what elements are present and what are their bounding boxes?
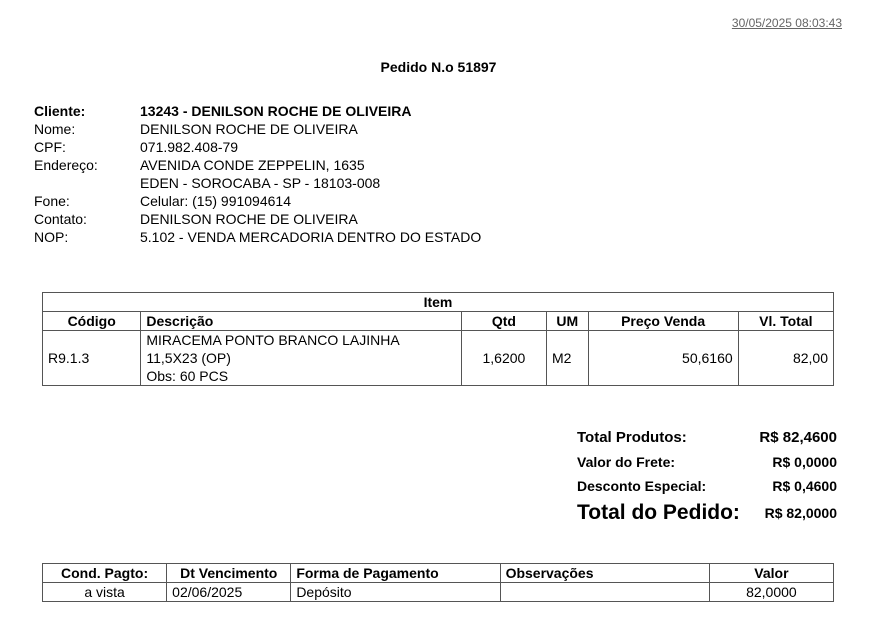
nop-value: 5.102 - VENDA MERCADORIA DENTRO DO ESTADO [140, 229, 482, 245]
col-header-descricao: Descrição [141, 312, 461, 331]
cpf-label: CPF: [34, 139, 66, 155]
endereco-spacer [34, 174, 140, 192]
col-header-qtd: Qtd [461, 312, 546, 331]
item-descricao [141, 331, 461, 386]
items-section-title: Item [43, 293, 834, 312]
table-row [43, 331, 834, 386]
item-descricao-line1: MIRACEMA PONTO BRANCO LAJINHA [146, 332, 400, 348]
contato-label: Contato: [34, 211, 87, 227]
contato-row [34, 210, 481, 228]
endereco-row-2 [34, 174, 481, 192]
totals-block [577, 424, 837, 528]
col-header-cond: Cond. Pagto: [43, 564, 167, 583]
col-header-preco: Preço Venda [588, 312, 738, 331]
total-pedido-value: R$ 82,0000 [764, 505, 837, 521]
payment-obs [500, 583, 709, 602]
payment-vencimento: 02/06/2025 [167, 583, 291, 602]
desconto-row [577, 474, 837, 498]
items-table [42, 292, 834, 386]
endereco-row [34, 156, 481, 174]
total-produtos-value: R$ 82,4600 [759, 428, 837, 446]
desconto-value: R$ 0,4600 [772, 478, 837, 494]
item-codigo: R9.1.3 [43, 331, 141, 386]
col-header-total: Vl. Total [738, 312, 833, 331]
endereco-label: Endereço: [34, 157, 98, 173]
items-header-row [43, 312, 834, 331]
item-um: M2 [546, 331, 588, 386]
frete-row [577, 450, 837, 474]
col-header-valor: Valor [709, 564, 833, 583]
fone-value: Celular: (15) 991094614 [140, 193, 291, 209]
client-info [34, 102, 481, 246]
contato-value: DENILSON ROCHE DE OLIVEIRA [140, 211, 358, 227]
cliente-value: 13243 - DENILSON ROCHE DE OLIVEIRA [140, 103, 412, 119]
nome-value: DENILSON ROCHE DE OLIVEIRA [140, 121, 358, 137]
total-pedido-label: Total do Pedido: [577, 501, 740, 524]
fone-label: Fone: [34, 193, 70, 209]
payment-cond: a vista [43, 583, 167, 602]
desconto-label: Desconto Especial: [577, 478, 707, 494]
col-header-um: UM [546, 312, 588, 331]
item-obs: Obs: 60 PCS [146, 368, 229, 384]
item-total: 82,00 [738, 331, 833, 386]
fone-row [34, 192, 481, 210]
payment-valor: 82,0000 [709, 583, 833, 602]
cpf-row [34, 138, 481, 156]
item-descricao-line2: 11,5X23 (OP) [146, 350, 231, 366]
endereco-line1: AVENIDA CONDE ZEPPELIN, 1635 [140, 157, 365, 173]
cpf-value: 071.982.408-79 [140, 139, 239, 155]
endereco-line2: EDEN - SOROCABA - SP - 18103-008 [140, 175, 381, 191]
frete-value: R$ 0,0000 [772, 454, 837, 470]
table-row [43, 583, 834, 602]
print-timestamp: 30/05/2025 08:03:43 [731, 16, 842, 30]
items-section-row [43, 293, 834, 312]
item-preco: 50,6160 [588, 331, 738, 386]
nop-row [34, 228, 481, 246]
nop-label: NOP: [34, 229, 69, 245]
col-header-codigo: Código [43, 312, 141, 331]
order-title: Pedido N.o 51897 [380, 59, 497, 75]
item-qtd: 1,6200 [461, 331, 546, 386]
total-produtos-label: Total Produtos: [577, 428, 687, 446]
cliente-label: Cliente: [34, 103, 86, 119]
col-header-vencimento: Dt Vencimento [167, 564, 291, 583]
payment-table [42, 563, 834, 602]
col-header-forma: Forma de Pagamento [291, 564, 500, 583]
nome-row [34, 120, 481, 138]
total-produtos-row [577, 424, 837, 450]
frete-label: Valor do Frete: [577, 454, 676, 470]
nome-label: Nome: [34, 121, 76, 137]
total-pedido-row [577, 498, 837, 528]
payment-forma: Depósito [291, 583, 500, 602]
col-header-obs: Observações [500, 564, 709, 583]
client-row [34, 102, 481, 120]
payment-header-row [43, 564, 834, 583]
